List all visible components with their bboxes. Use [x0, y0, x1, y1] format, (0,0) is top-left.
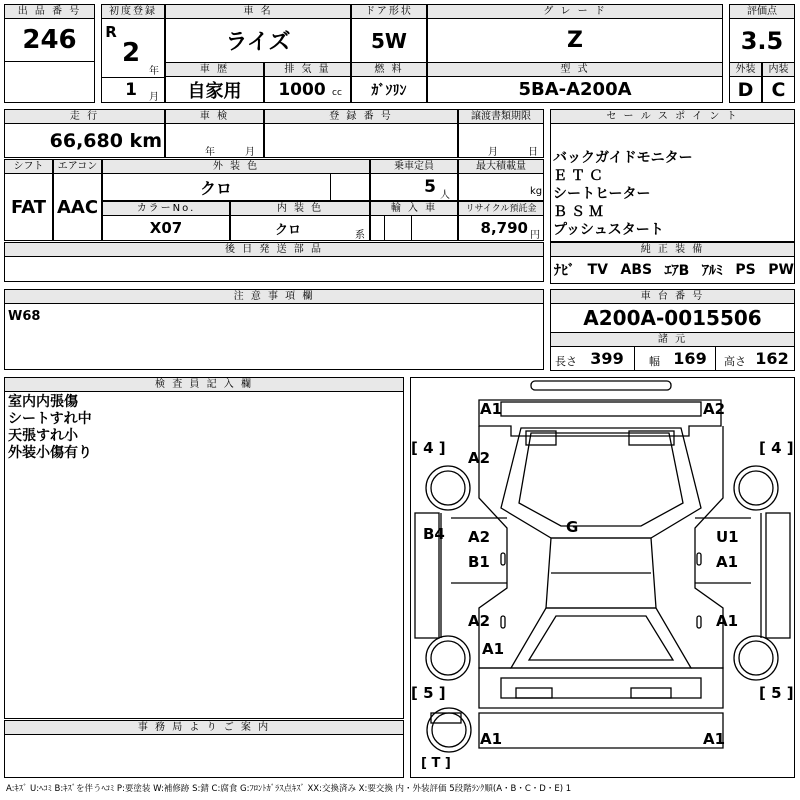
color-number-label: カラーNo.	[102, 201, 230, 216]
year-unit: 年	[149, 66, 159, 77]
grade-label: グ レ ー ド	[427, 4, 723, 19]
interior-color-label: 内 装 色	[230, 201, 370, 216]
recycle-label: リサイクル預託金	[458, 201, 544, 216]
displacement-unit: cc	[332, 88, 342, 98]
seating-capacity: 5	[424, 177, 436, 197]
equipment-item: ｱﾙﾐ	[701, 263, 723, 279]
transfer-month-unit: 月	[488, 147, 498, 158]
damage-rear-left: A1	[480, 730, 503, 748]
interior-label: 内装	[762, 62, 795, 77]
damage-front-right: A2	[703, 400, 726, 418]
length-label: 長さ	[555, 355, 577, 368]
height-label: 高さ	[724, 355, 746, 368]
model-code: 5BA-A200A	[518, 79, 632, 100]
interior-grade: C	[771, 78, 786, 101]
era-mark: R	[105, 23, 117, 41]
equipment-item: PS	[735, 262, 756, 278]
exterior-label: 外装	[729, 62, 762, 77]
equipment-item: PW	[768, 262, 794, 278]
recycle-unit: 円	[530, 230, 540, 241]
registration-year: 2	[121, 38, 141, 68]
recycle-deposit: 8,790	[480, 219, 528, 237]
door-type: 5W	[371, 28, 407, 53]
month-unit: 月	[149, 92, 159, 103]
exterior-color-label: 外 装 色	[102, 159, 370, 174]
damage-front-left: A1	[480, 400, 503, 418]
inspection-label: 車 検	[165, 109, 264, 124]
tire-rear-right-rating: [ 5 ]	[759, 684, 794, 702]
grade: Z	[567, 28, 583, 53]
equipment-item: TV	[587, 262, 608, 278]
sales-point-item: プッシュスタート	[553, 222, 664, 238]
inspector-notes	[8, 394, 92, 462]
shift: FAT	[10, 196, 47, 218]
equipment-label: 純 正 装 備	[550, 242, 795, 257]
exterior-grade: D	[737, 78, 754, 101]
interior-color-unit: 系	[355, 230, 365, 241]
office-label: 事 務 局 よ り ご 案 内	[4, 720, 404, 735]
damage-right-rear-door: A1	[716, 612, 739, 630]
equipment-item: ABS	[620, 262, 653, 278]
registration-number-label: 登 録 番 号	[264, 109, 458, 124]
chassis-label: 車 台 番 号	[550, 289, 795, 304]
tire-rear-left-rating: [ 5 ]	[411, 684, 446, 702]
chassis-number: A200A-0015506	[583, 306, 762, 330]
damage-diagram	[410, 377, 795, 778]
damage-rear-right: A1	[703, 730, 726, 748]
width: 169	[673, 349, 707, 368]
inspector-note: 室内内張傷	[8, 394, 78, 410]
door-label: ドア形状	[351, 4, 427, 19]
damage-left-front-door-a: A2	[468, 528, 491, 546]
notes-text: W68	[8, 309, 41, 324]
damage-legend: A:ｷｽﾞ U:ﾍｺﾐ B:ｷｽﾞを伴うﾍｺﾐ P:要塗装 W:補修跡 S:錆 C:腐食 G:ﾌﾛﾝﾄｶﾞﾗｽ点ｷｽﾞ XX:交換済み X:要交換 内・外装評価 5段階ﾗﾝｸ順(A・B・C・D・E) 1	[6, 784, 572, 794]
equipment-list	[554, 256, 794, 284]
sales-points-list	[553, 149, 693, 239]
equipment-item: ﾅﾋﾞ	[554, 263, 575, 279]
later-parts-label: 後 日 発 送 部 品	[4, 242, 544, 257]
equipment-item: ｴｱB	[664, 263, 690, 279]
notes-label: 注 意 事 項 欄	[4, 289, 544, 304]
seating-label: 乗車定員	[370, 159, 458, 174]
displacement-label: 排 気 量	[264, 62, 351, 77]
score: 3.5	[740, 26, 784, 55]
car-name-label: 車 名	[165, 4, 351, 19]
spare-tire-rating: [ T ]	[421, 756, 451, 771]
transfer-deadline-label: 譲渡書類期限	[458, 109, 544, 124]
aircon: AAC	[56, 196, 99, 218]
interior-color: クロ	[274, 222, 301, 238]
tire-front-left-rating: [ 4 ]	[411, 439, 446, 457]
exterior-color: クロ	[199, 178, 232, 198]
lot-number-label: 出 品 番 号	[4, 4, 95, 19]
lot-number: 246	[22, 25, 77, 55]
shift-label: シフト	[4, 159, 53, 174]
dimensions-label: 諸 元	[550, 332, 795, 347]
sales-point-item: バックガイドモニター	[553, 150, 693, 166]
seats-unit: 人	[440, 190, 450, 201]
damage-right-front-door-a: A1	[716, 553, 739, 571]
damage-left-rear-door: A2	[468, 612, 491, 630]
inspector-note: 外装小傷有り	[8, 445, 92, 461]
inspection-year-unit: 年	[205, 147, 215, 158]
sales-points-label: セ ー ル ス ポ イ ン ト	[550, 109, 795, 124]
tire-front-right-rating: [ 4 ]	[759, 439, 794, 457]
mileage: 66,680 km	[49, 129, 162, 152]
history-label: 車 歴	[165, 62, 264, 77]
width-label: 幅	[649, 355, 660, 368]
fuel: ｶﾞｿﾘﾝ	[371, 82, 407, 99]
max-load-label: 最大積載量	[458, 159, 544, 174]
sales-point-item: シートヒーター	[553, 186, 651, 202]
registration-month: 1	[125, 80, 137, 100]
import-label: 輸 入 車	[370, 201, 458, 216]
model-label: 型 式	[427, 62, 723, 77]
height: 162	[755, 349, 789, 368]
damage-left-front-door-b: B1	[468, 553, 490, 571]
max-load-unit: kg	[530, 186, 543, 197]
first-registration-label: 初度登録	[101, 4, 165, 19]
inspector-note: シートすれ中	[8, 411, 92, 427]
damage-hood-left: A2	[468, 449, 491, 467]
car-outline	[411, 378, 794, 777]
score-label: 評価点	[729, 4, 795, 19]
fuel-label: 燃 料	[351, 62, 427, 77]
sales-point-item: ＢＳＭ	[553, 204, 607, 220]
damage-left-rear-fender: A1	[482, 640, 505, 658]
color-number: X07	[149, 219, 183, 237]
sales-point-item: ＥＴＣ	[553, 168, 607, 184]
displacement: 1000	[278, 79, 326, 100]
aircon-label: エアコン	[53, 159, 102, 174]
car-history: 自家用	[187, 80, 242, 102]
inspector-note: 天張すれ小	[8, 428, 78, 444]
inspection-month-unit: 月	[245, 147, 255, 158]
transfer-day-unit: 日	[528, 147, 538, 158]
length: 399	[590, 349, 624, 368]
damage-roof: G	[566, 518, 579, 536]
car-name: ライズ	[225, 30, 291, 55]
inspector-label: 検 査 員 記 入 欄	[4, 377, 404, 392]
mileage-label: 走 行	[4, 109, 165, 124]
damage-left-pillar: B4	[423, 525, 445, 543]
damage-right-front-door-u: U1	[716, 528, 739, 546]
